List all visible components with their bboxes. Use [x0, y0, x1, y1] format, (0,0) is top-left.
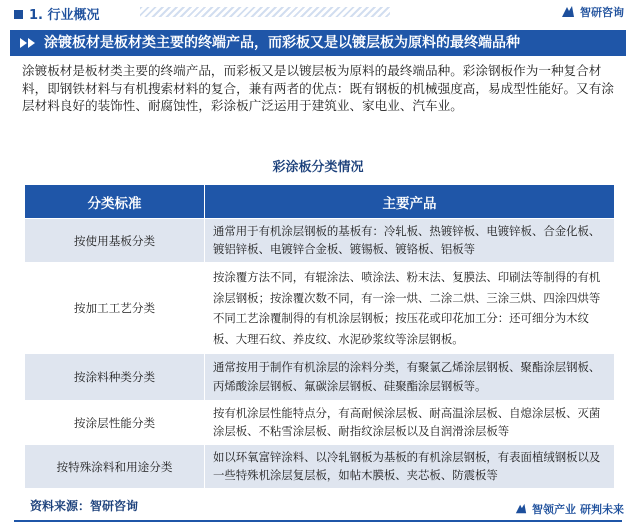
- footer-slogan-b: 研判未来: [580, 503, 624, 516]
- classification-table: [24, 184, 615, 489]
- section-title: 1. 行业概况: [14, 4, 100, 23]
- brand-name: 智研咨询: [580, 6, 624, 19]
- category-cell: 按加工工艺分类: [25, 263, 205, 354]
- footer-logo: [514, 501, 624, 517]
- category-cell: 按特殊涂料和用途分类: [25, 445, 205, 489]
- table-title: 彩涂板分类情况: [272, 160, 364, 175]
- description-cell: 按有机涂层性能特点分，有高耐候涂层板、耐高温涂层板、自熄涂层板、灭菌涂层板、不粘雪涂层板、耐指纹涂层板以及自润滑涂层板等: [205, 401, 615, 445]
- category-cell: 按使用基板分类: [25, 219, 205, 263]
- description-cell: 如以环氧富锌涂料、以冷轧钢板为基板的有机涂层钢板，有表面植绒钢板以及一些特殊机涂层复层板，如帖木膜板、夹芯板、防震板等: [205, 445, 615, 489]
- top-bar: [0, 0, 636, 26]
- table-row: [25, 219, 615, 263]
- footer-slogan-a: 智领产业: [532, 503, 576, 516]
- square-bullet-icon: [14, 10, 23, 19]
- banner-text: 涂镀板材是板材类主要的终端产品，而彩板又是以镀层板为原料的最终端品种: [44, 35, 520, 51]
- decorative-stripes: [140, 7, 390, 17]
- description-cell: 通常用于有机涂层钢板的基板有：冷轧板、热镀锌板、电镀锌板、合金化板、镀铝锌板、电镀锌合金板、镀锡板、镀铬板、铝板等: [205, 219, 615, 263]
- brand-logo-icon: [560, 5, 576, 19]
- intro-paragraph: 涂镀板材是板材类主要的终端产品，而彩板又是以镀层板为原料的最终端品种。彩涂钢板作为一种复合材料，即钢铁材料与有机搜索材料的复合，兼有两者的优点：既有钢板的机械强度高，易成型性能好。又有涂层材料良好的装饰性、耐腐蚀性，彩涂板广泛运用于建筑业、家电业、汽车业。: [22, 63, 614, 113]
- description-cell: 通常按用于制作有机涂层的涂料分类，有聚氯乙烯涂层钢板、聚酯涂层钢板、丙烯酸涂层钢板、氟碳涂层钢板、硅聚酯涂层钢板等。: [205, 354, 615, 401]
- chevron-right-icon: [20, 38, 27, 48]
- table-row: [25, 445, 615, 489]
- header-category: 分类标准: [25, 185, 205, 219]
- chevron-right-icon: [28, 38, 35, 48]
- brand-logo-icon: [514, 503, 528, 515]
- table-row: [25, 354, 615, 401]
- table-header-row: [25, 185, 615, 219]
- banner: [10, 30, 626, 56]
- source-note: 资料来源：智研咨询: [30, 499, 139, 513]
- category-cell: 按涂料种类分类: [25, 354, 205, 401]
- description-cell: 按涂覆方法不同，有辊涂法、喷涂法、粉末法、复膜法、印刷法等制得的有机涂层钢板；按涂覆次数不同，有一涂一烘、二涂二烘、三涂三烘、四涂四烘等不同工艺涂覆制得的有机涂层钢板；按压花或印花加工分：还可细分为木纹板、大理石纹、养皮纹、水泥砂浆纹等涂层钢板。: [205, 263, 615, 354]
- header-products: 主要产品: [205, 185, 615, 219]
- bottom-divider: [14, 520, 622, 522]
- table-row: [25, 263, 615, 354]
- table-row: [25, 401, 615, 445]
- brand-logo: [560, 4, 624, 20]
- category-cell: 按涂层性能分类: [25, 401, 205, 445]
